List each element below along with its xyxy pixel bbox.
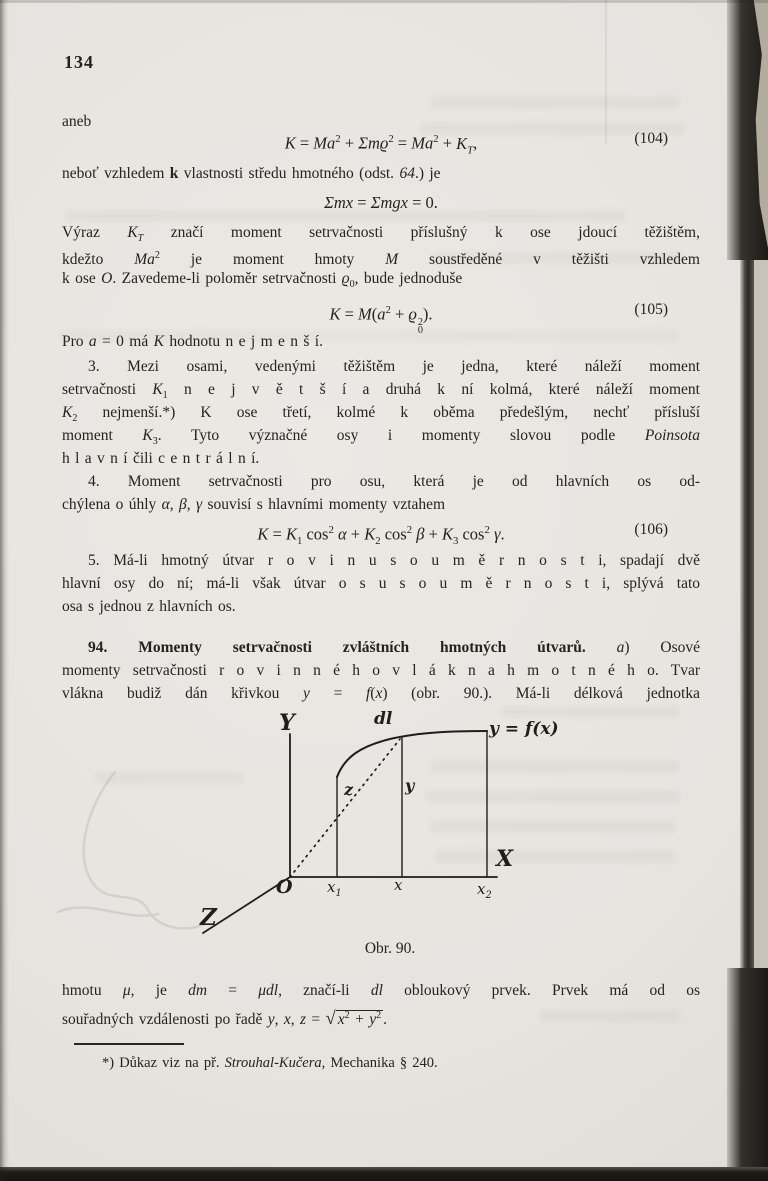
paragraph-line: 4. Moment setrvačnosti pro osu, která je od hlavních os od- [88, 473, 700, 490]
label-y-small: y [405, 776, 415, 795]
paragraph-line: Výraz $K_T$ značí moment setrvačnosti příslušný k ose jdoucí těžištěm, [62, 224, 700, 245]
bleedthrough-smudge [430, 96, 680, 109]
label-x: x [394, 876, 403, 894]
paragraph-line: osa s jednou z hlavních os. [62, 598, 236, 615]
equation-104-body: $K = Ma^2 + \Sigma mϱ^2 = Ma^2 + K_T$, [284, 133, 478, 156]
axis-label-x: X [496, 846, 514, 872]
curve-y-fx [337, 731, 487, 777]
figure-obr-90 [0, 710, 768, 965]
gutter-shadow-bottom [727, 968, 768, 1181]
equation-106-number: (106) [634, 521, 668, 538]
paragraph-line: 5. Má-li hmotný útvar r o v i n u s o u m ě r n o s t i, spadají dvě [88, 552, 700, 569]
paragraph-line: setrvačnosti $K_1$ n e j v ě t š í a druhá k ní kolmá, které náleží moment [62, 381, 700, 402]
radius-z-dotted-line [290, 739, 400, 877]
label-x2: $x_2$ [477, 880, 492, 901]
equation-105-number: (105) [634, 301, 668, 318]
page-number: 134 [64, 52, 94, 72]
equation-104-number: (104) [634, 130, 668, 147]
footnote-rule [74, 1043, 184, 1045]
origin-label: O [276, 876, 293, 898]
equation-106-body: $K = K_1$ $\cos^2 \alpha + K_2$ $\cos^2 \beta + K_3$ $\cos^2 \gamma$. [257, 524, 505, 547]
paragraph-line: chýlena o úhly α, β, γ souvisí s hlavními momenty vztahem [62, 496, 446, 513]
paragraph-line: momenty setrvačnosti r o v i n n é h o v l á k n a h m o t n é h o. Tvar [62, 662, 700, 679]
paragraph-line: hlavní osy do ní; má-li však útvar o s u s o u m ě r n o s t i, splývá tato [62, 575, 700, 592]
scan-edge-left [0, 0, 9, 1181]
paragraph-line: Pro a = 0 má K hodnotu n e j m e n š í. [62, 333, 323, 350]
pencil-marks [58, 772, 205, 928]
paragraph-line: k ose O. Zavedeme-li poloměr setrvačnosti $ϱ_0$, bude jednoduše [62, 270, 463, 291]
paragraph-line: vlákna budiž dán křivkou y = f(x) (obr. 90.). Má-li délková jednotka [62, 685, 700, 702]
equation-105 [62, 297, 700, 336]
scan-edge-bottom [0, 1167, 768, 1181]
paragraph-line: souřadných vzdálenosti po řadě y, x, z = √ $x^2 + y^2$ . [62, 1008, 387, 1030]
axis-label-z: Z [200, 904, 217, 931]
paragraph-line: neboť vzhledem k vlastnosti středu hmotného (odst. 64.) je [62, 165, 441, 182]
label-curve-equation: y = f(x) [489, 719, 559, 739]
intro-word: aneb [62, 113, 92, 130]
label-z: z [344, 780, 354, 799]
equation-105-body: $K = M(a^2 + ϱ$ 2 0 ). [329, 304, 433, 336]
figure-drawing [0, 710, 768, 965]
equation-106 [62, 517, 700, 547]
label-x1: $x_1$ [327, 878, 342, 899]
equation-sum-body: Σmx = Σmgx = 0. [324, 193, 438, 212]
section-heading-line: 94. Momenty setrvačnosti zvláštních hmotných útvarů. a) Osové [88, 639, 700, 656]
paragraph-line: $K_2$ nejmenší.*) K ose třetí, kolmé k oběma předešlým, nechť přísluší [62, 404, 700, 425]
paragraph-line: kdežto Ma$^2$ je moment hmoty M soustředěné v těžišti vzhledem [62, 250, 700, 269]
label-dl: dl [374, 709, 393, 729]
paragraph-line: 3. Mezi osami, vedenými těžištěm je jedna, které náleží moment [88, 358, 700, 375]
footnote: *) Důkaz viz na př. Strouhal-Kučera, Mechanika § 240. [102, 1055, 438, 1071]
paper-crease [605, 0, 607, 145]
paragraph-line: hmotu μ, je dm = μdl, značí-li dl obloukový prvek. Prvek má od os [62, 982, 700, 999]
equation-sum [62, 190, 700, 216]
paragraph-line: moment $K_3$. Tyto význačné osy i momenty slovou podle Poinsota [62, 427, 700, 448]
paragraph-line: h l a v n í čili c e n t r á l n í. [62, 450, 260, 467]
figure-caption: Obr. 90. [364, 940, 416, 957]
scan-edge-top [0, 0, 768, 3]
axis-label-y: Y [279, 710, 295, 736]
